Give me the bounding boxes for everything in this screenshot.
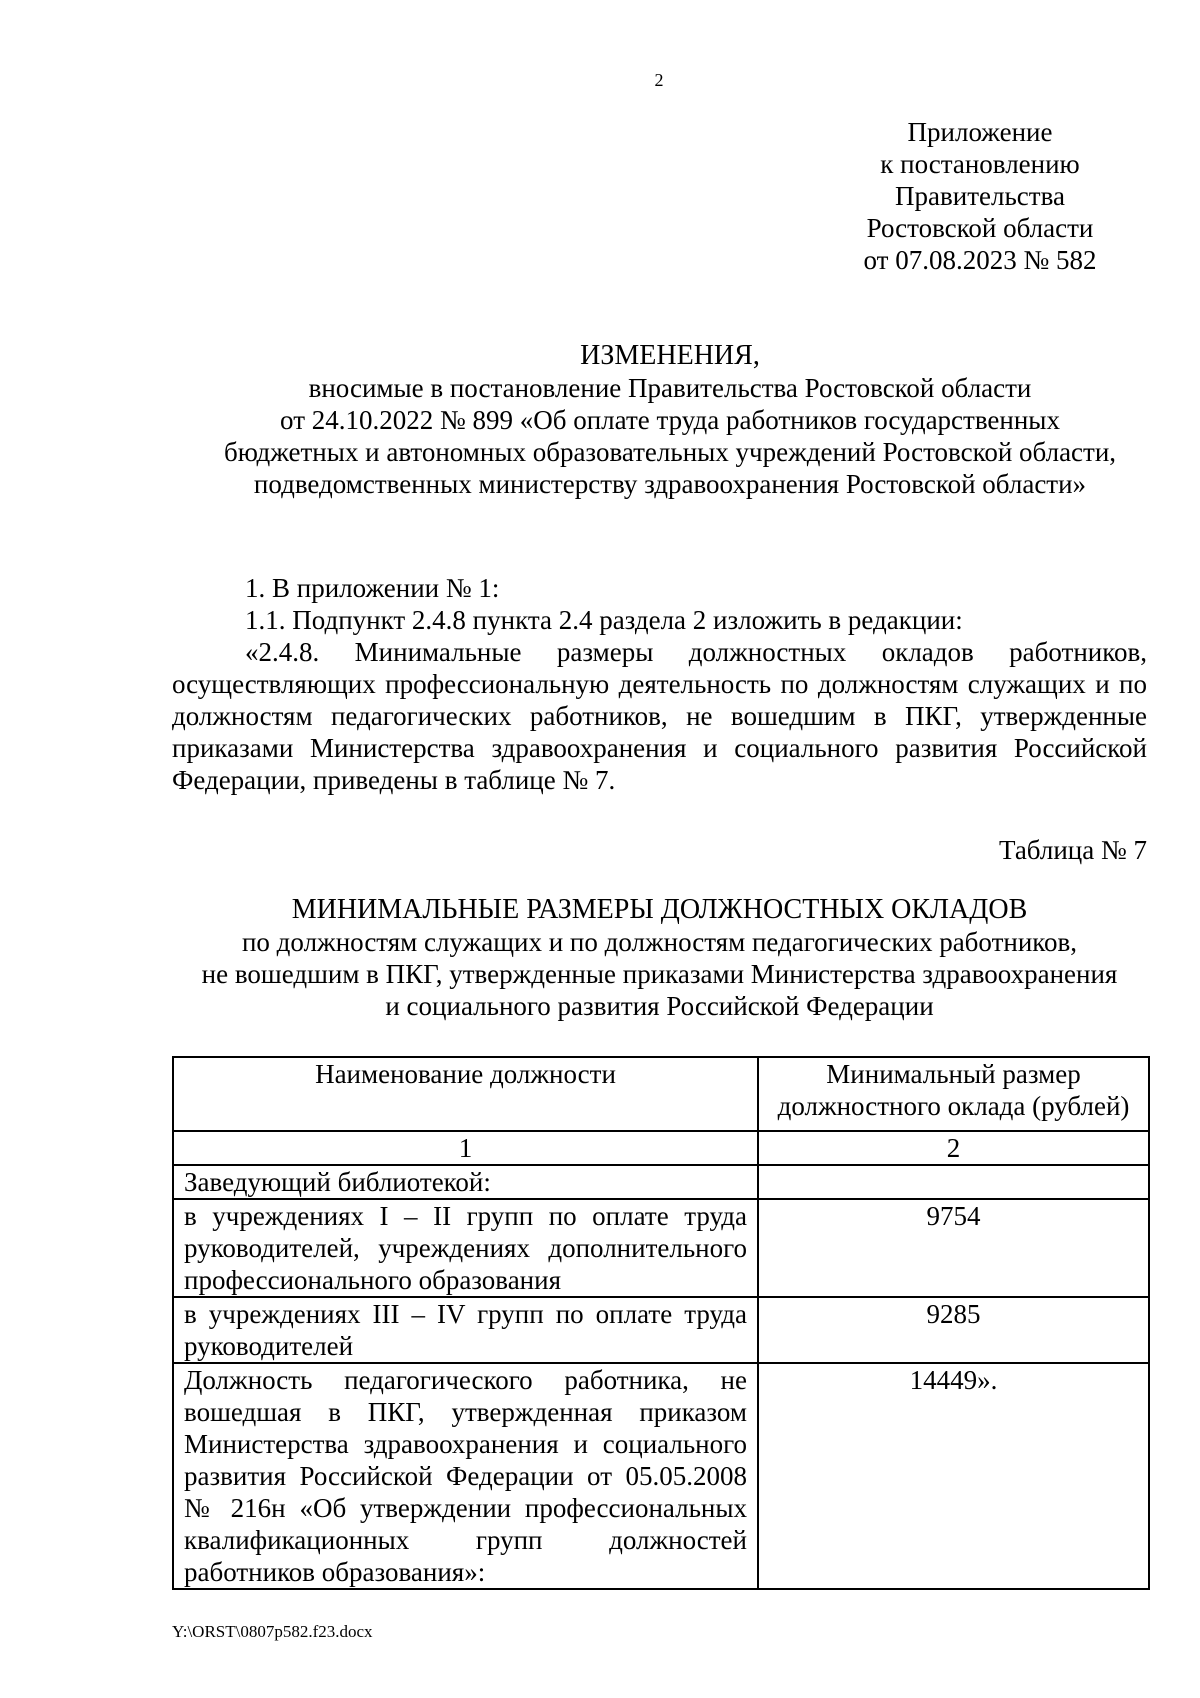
salary-value xyxy=(758,1165,1149,1199)
salary-value: 9285 xyxy=(758,1297,1149,1363)
appendix-line: Ростовской области xyxy=(866,213,1094,243)
position-name: Заведующий библиотекой: xyxy=(173,1165,758,1199)
table-title-line: по должностям служащих и по должностям педагогических работников, xyxy=(241,927,1078,957)
table-row xyxy=(173,1199,1149,1297)
salary-value: 9754 xyxy=(758,1199,1149,1297)
paragraph-2: 1.1. Подпункт 2.4.8 пункта 2.4 раздела 2 изложить в редакции: xyxy=(245,605,963,635)
header-position: Наименование должности xyxy=(173,1057,758,1131)
table-title xyxy=(172,894,1147,1022)
appendix-line: к постановлению xyxy=(880,149,1080,179)
position-name: Должность педагогического работника, не вошедшая в ПКГ, утвержденная приказом Министерства здравоохранения и социального развития Российской Федерации от 05.05.2008 № 216н «Об утверждении профессиональных квалификационных групп должностей работников образования»: xyxy=(173,1363,758,1589)
title-main: ИЗМЕНЕНИЯ, xyxy=(580,340,760,371)
paragraph-3: «2.4.8. Минимальные размеры должностных окладов работников, осуществляющих профессиональную деятельность по должностям служащих и по должностям педагогических работников, не вошедшим в ПКГ, утвержденные приказами Министерства здравоохранения и социального развития Российской Федерации, приведены в таблице № 7. xyxy=(172,637,1147,795)
file-path-footer: Y:\ORST\0807p582.f23.docx xyxy=(172,1622,373,1641)
table-title-line: не вошедшим в ПКГ, утвержденные приказами Министерства здравоохранения xyxy=(201,959,1118,989)
salary-value: 14449». xyxy=(758,1363,1149,1589)
position-name: в учреждениях I – II групп по оплате труда руководителей, учреждениях дополнительного профессионального образования xyxy=(173,1199,758,1297)
title-line: вносимые в постановление Правительства Ростовской области xyxy=(308,373,1032,403)
document-title xyxy=(180,340,1160,500)
column-number-2: 2 xyxy=(758,1131,1149,1165)
table-row xyxy=(173,1297,1149,1363)
appendix-block xyxy=(830,116,1130,276)
paragraph-1: 1. В приложении № 1: xyxy=(245,573,500,603)
title-line: подведомственных министерству здравоохранения Ростовской области» xyxy=(253,469,1087,499)
body-text xyxy=(172,572,1147,796)
appendix-line: от 07.08.2023 № 582 xyxy=(863,245,1097,275)
appendix-line: Приложение xyxy=(907,117,1053,147)
appendix-line: Правительства xyxy=(895,181,1065,211)
title-line: от 24.10.2022 № 899 «Об оплате труда работников государственных xyxy=(280,405,1060,435)
salary-table xyxy=(172,1056,1150,1590)
table-title-main: МИНИМАЛЬНЫЕ РАЗМЕРЫ ДОЛЖНОСТНЫХ ОКЛАДОВ xyxy=(291,894,1028,925)
table-row xyxy=(173,1165,1149,1199)
table-row xyxy=(173,1363,1149,1589)
table-numbering-row xyxy=(173,1131,1149,1165)
page-number: 2 xyxy=(654,70,664,90)
position-name: в учреждениях III – IV групп по оплате труда руководителей xyxy=(173,1297,758,1363)
title-line: бюджетных и автономных образовательных учреждений Ростовской области, xyxy=(223,437,1117,467)
table-caption: Таблица № 7 xyxy=(999,835,1147,865)
table-title-line: и социального развития Российской Федерации xyxy=(385,991,934,1021)
table-header-row xyxy=(173,1057,1149,1131)
header-salary: Минимальный размер должностного оклада (рублей) xyxy=(758,1057,1149,1131)
column-number-1: 1 xyxy=(173,1131,758,1165)
